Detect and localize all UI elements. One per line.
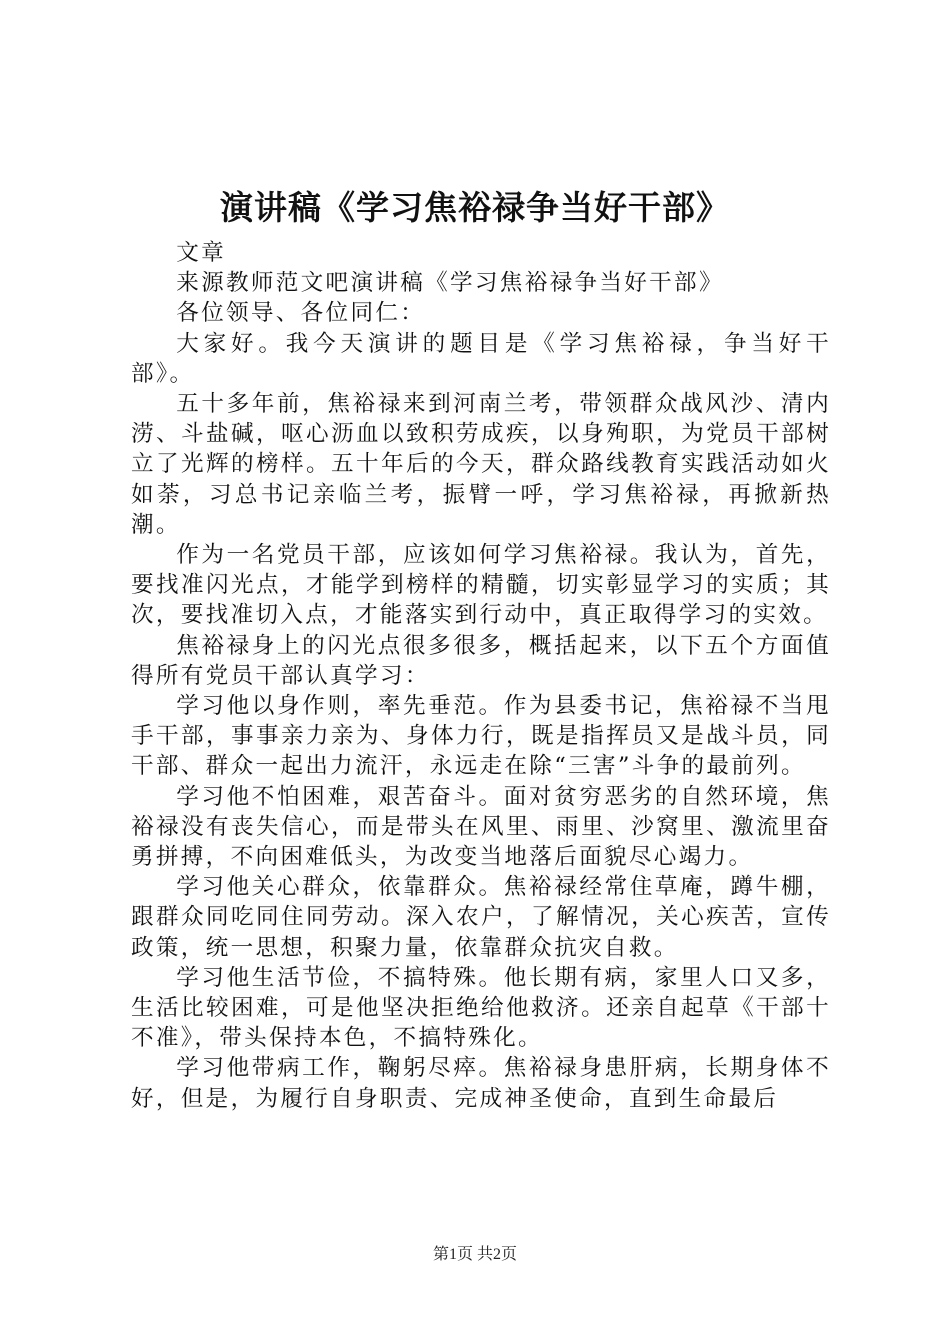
paragraph-greeting: 大家好。我今天演讲的题目是《学习焦裕禄，争当好干部》。 bbox=[131, 330, 831, 387]
paragraph-five-aspects: 焦裕禄身上的闪光点很多很多，概括起来，以下五个方面值得所有党员干部认真学习： bbox=[131, 632, 831, 689]
paragraph-how-to-learn: 作为一名党员干部，应该如何学习焦裕禄。我认为，首先，要找准闪光点，才能学到榜样的精髓，切实彰显学习的实质；其次，要找准切入点，才能落实到行动中，真正取得学习的实效。 bbox=[131, 542, 831, 629]
paragraph-source-prefix: 文章 bbox=[176, 240, 226, 266]
document-body bbox=[131, 238, 831, 1114]
paragraph-care-for-people: 学习他关心群众，依靠群众。焦裕禄经常住草庵，蹲牛棚，跟群众同吃同住同劳动。深入农户，了解情况，关心疾苦，宣传政策，统一思想，积聚力量，依靠群众抗灾自救。 bbox=[131, 874, 831, 961]
paragraph-work-while-ill: 学习他带病工作，鞠躬尽瘁。焦裕禄身患肝病，长期身体不好，但是，为履行自身职责、完成神圣使命，直到生命最后 bbox=[131, 1055, 831, 1112]
document-title: 演讲稿《学习焦裕禄争当好干部》 bbox=[220, 188, 730, 227]
paragraph-frugal-life: 学习他生活节俭，不搞特殊。他长期有病，家里人口又多，生活比较困难，可是他坚决拒绝给他救济。还亲自起草《干部十不准》，带头保持本色，不搞特殊化。 bbox=[131, 964, 831, 1052]
paragraph-background: 五十多年前，焦裕禄来到河南兰考，带领群众战风沙、清内涝、斗盐碱，呕心沥血以致积劳成疾，以身殉职，为党员干部树立了光辉的榜样。五十年后的今天，群众路线教育实践活动如火如荼，习总书记亲临兰考，振臂一呼，学习焦裕禄，再掀新热潮。 bbox=[131, 391, 831, 538]
paragraph-source: 来源教师范文吧演讲稿《学习焦裕禄争当好干部》 bbox=[176, 270, 724, 297]
paragraph-salutation: 各位领导、各位同仁： bbox=[176, 300, 426, 327]
paragraph-hard-work: 学习他不怕困难，艰苦奋斗。面对贫穷恶劣的自然环境，焦裕禄没有丧失信心，而是带头在风里、雨里、沙窝里、激流里奋勇拼搏，不向困难低头，为改变当地落后面貌尽心竭力。 bbox=[131, 783, 831, 871]
page-footer: 第1页 共2页 bbox=[432, 1246, 517, 1263]
paragraph-lead-by-example: 学习他以身作则，率先垂范。作为县委书记，焦裕禄不当甩手干部，事事亲力亲为、身体力行，既是指挥员又是战斗员，同干部、群众一起出力流汗，永远走在除“三害”斗争的最前列。 bbox=[131, 693, 831, 780]
